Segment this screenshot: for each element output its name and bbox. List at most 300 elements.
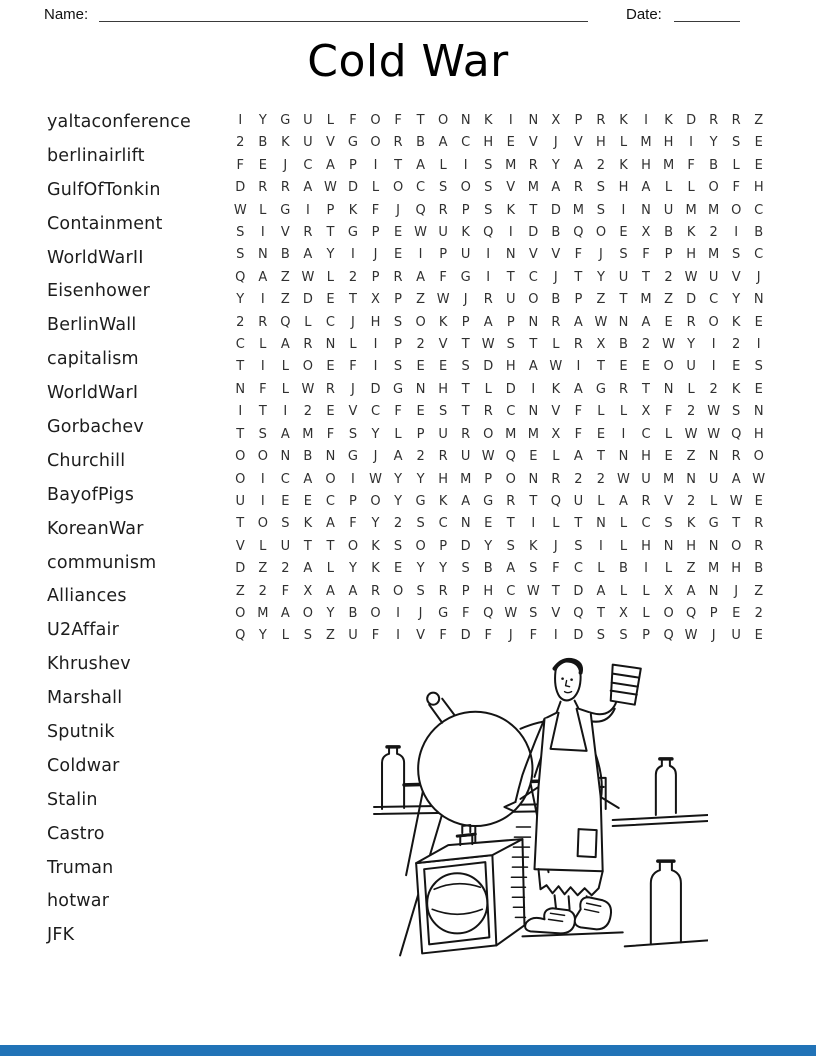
grid-cell[interactable]: D: [528, 225, 539, 241]
grid-cell[interactable]: Y: [687, 337, 696, 353]
grid-cell[interactable]: U: [303, 113, 313, 128]
grid-cell[interactable]: P: [394, 337, 402, 353]
grid-cell[interactable]: D: [460, 628, 471, 644]
grid-cell[interactable]: J: [553, 135, 558, 151]
grid-cell[interactable]: W: [481, 337, 495, 353]
grid-cell[interactable]: A: [641, 314, 651, 330]
grid-cell[interactable]: O: [483, 426, 494, 442]
grid-cell[interactable]: N: [235, 381, 246, 397]
grid-cell[interactable]: L: [439, 157, 447, 173]
grid-cell[interactable]: A: [573, 381, 583, 397]
grid-cell[interactable]: E: [754, 628, 763, 644]
grid-cell[interactable]: D: [505, 381, 516, 397]
grid-cell[interactable]: 2: [686, 493, 696, 509]
grid-cell[interactable]: O: [708, 314, 719, 330]
grid-cell[interactable]: Y: [326, 605, 335, 621]
grid-cell[interactable]: L: [552, 337, 560, 353]
grid-cell[interactable]: H: [370, 314, 381, 330]
grid-cell[interactable]: T: [574, 516, 583, 532]
grid-cell[interactable]: 2: [281, 561, 290, 577]
grid-cell[interactable]: A: [280, 605, 290, 621]
grid-cell[interactable]: L: [304, 314, 312, 330]
grid-cell[interactable]: K: [438, 314, 448, 330]
grid-cell[interactable]: A: [573, 449, 583, 465]
grid-cell[interactable]: D: [460, 538, 471, 554]
grid-cell[interactable]: I: [373, 359, 378, 375]
grid-cell[interactable]: I: [621, 426, 626, 442]
grid-cell[interactable]: F: [687, 157, 695, 173]
grid-cell[interactable]: S: [484, 202, 493, 218]
grid-cell[interactable]: B: [664, 225, 674, 241]
grid-cell[interactable]: W: [684, 628, 698, 644]
grid-cell[interactable]: X: [303, 583, 313, 599]
grid-cell[interactable]: M: [527, 180, 539, 196]
grid-cell[interactable]: S: [393, 538, 403, 554]
grid-cell[interactable]: B: [619, 337, 628, 353]
grid-cell[interactable]: R: [438, 449, 448, 465]
grid-cell[interactable]: R: [438, 202, 448, 218]
grid-cell[interactable]: L: [664, 561, 673, 577]
grid-cell[interactable]: E: [664, 314, 673, 330]
grid-cell[interactable]: Z: [325, 628, 335, 644]
grid-cell[interactable]: E: [664, 449, 673, 465]
grid-cell[interactable]: H: [438, 381, 449, 397]
grid-cell[interactable]: C: [280, 471, 290, 487]
grid-cell[interactable]: 2: [709, 225, 718, 241]
grid-cell[interactable]: E: [641, 359, 651, 375]
grid-cell[interactable]: I: [486, 269, 491, 285]
grid-cell[interactable]: R: [303, 225, 313, 241]
grid-cell[interactable]: W: [707, 426, 721, 442]
grid-cell[interactable]: F: [664, 404, 673, 420]
grid-cell[interactable]: C: [325, 493, 335, 509]
grid-cell[interactable]: W: [752, 471, 766, 487]
grid-cell[interactable]: 2: [754, 605, 763, 621]
grid-cell[interactable]: P: [461, 583, 470, 599]
grid-cell[interactable]: I: [238, 404, 243, 420]
grid-cell[interactable]: R: [731, 449, 741, 465]
grid-cell[interactable]: T: [394, 157, 403, 173]
grid-cell[interactable]: N: [753, 292, 764, 308]
grid-cell[interactable]: F: [642, 247, 650, 263]
grid-cell[interactable]: A: [303, 471, 313, 487]
grid-cell[interactable]: G: [280, 113, 291, 128]
grid-cell[interactable]: Y: [394, 493, 403, 509]
grid-cell[interactable]: P: [394, 292, 402, 308]
grid-cell[interactable]: W: [617, 471, 630, 487]
grid-cell[interactable]: N: [460, 516, 471, 532]
grid-cell[interactable]: L: [326, 113, 335, 128]
grid-cell[interactable]: J: [508, 628, 513, 644]
grid-cell[interactable]: U: [506, 292, 516, 308]
grid-cell[interactable]: Y: [416, 471, 425, 487]
grid-cell[interactable]: E: [393, 247, 403, 263]
grid-cell[interactable]: K: [303, 516, 313, 532]
grid-cell[interactable]: Q: [731, 426, 742, 442]
grid-cell[interactable]: L: [687, 381, 695, 397]
grid-cell[interactable]: D: [573, 583, 584, 599]
grid-cell[interactable]: I: [373, 157, 378, 173]
grid-cell[interactable]: K: [506, 202, 516, 218]
grid-cell[interactable]: L: [349, 337, 357, 353]
grid-cell[interactable]: Q: [235, 269, 246, 285]
grid-cell[interactable]: M: [460, 471, 472, 487]
grid-cell[interactable]: A: [573, 314, 583, 330]
grid-cell[interactable]: E: [619, 225, 628, 241]
grid-cell[interactable]: R: [258, 180, 268, 196]
grid-cell[interactable]: N: [528, 404, 539, 420]
grid-cell[interactable]: T: [596, 359, 605, 375]
grid-cell[interactable]: S: [439, 180, 448, 196]
grid-cell[interactable]: F: [574, 426, 583, 442]
grid-cell[interactable]: Z: [686, 561, 696, 577]
grid-cell[interactable]: T: [506, 269, 515, 285]
grid-cell[interactable]: M: [640, 292, 652, 308]
grid-cell[interactable]: U: [618, 269, 629, 285]
grid-cell[interactable]: O: [392, 583, 404, 599]
grid-cell[interactable]: R: [573, 337, 583, 353]
grid-cell[interactable]: N: [257, 247, 268, 263]
grid-cell[interactable]: K: [371, 538, 380, 554]
grid-cell[interactable]: T: [461, 381, 470, 397]
grid-cell[interactable]: W: [662, 337, 675, 353]
grid-cell[interactable]: I: [486, 247, 491, 263]
grid-cell[interactable]: N: [708, 583, 719, 599]
grid-cell[interactable]: R: [325, 381, 335, 397]
grid-cell[interactable]: S: [596, 180, 606, 196]
grid-cell[interactable]: S: [574, 538, 583, 554]
grid-cell[interactable]: U: [280, 538, 291, 554]
grid-cell[interactable]: R: [461, 426, 471, 442]
grid-cell[interactable]: A: [416, 269, 426, 285]
grid-cell[interactable]: F: [236, 157, 244, 173]
grid-cell[interactable]: L: [552, 449, 560, 465]
grid-cell[interactable]: D: [235, 561, 246, 577]
grid-cell[interactable]: I: [260, 493, 265, 509]
grid-cell[interactable]: V: [528, 247, 538, 263]
grid-cell[interactable]: Y: [371, 516, 380, 532]
grid-cell[interactable]: W: [526, 583, 540, 599]
grid-cell[interactable]: L: [619, 404, 628, 420]
grid-cell[interactable]: T: [258, 404, 267, 420]
grid-cell[interactable]: T: [551, 583, 560, 599]
grid-cell[interactable]: V: [506, 180, 516, 196]
grid-cell[interactable]: A: [461, 493, 471, 509]
grid-cell[interactable]: N: [596, 516, 606, 532]
grid-cell[interactable]: R: [280, 180, 290, 196]
grid-cell[interactable]: V: [573, 135, 583, 151]
grid-cell[interactable]: O: [257, 449, 268, 465]
grid-cell[interactable]: K: [483, 113, 493, 128]
grid-cell[interactable]: I: [576, 359, 581, 375]
grid-cell[interactable]: W: [301, 269, 315, 285]
grid-cell[interactable]: E: [754, 493, 763, 509]
grid-cell[interactable]: T: [529, 337, 538, 353]
grid-cell[interactable]: S: [236, 225, 245, 241]
grid-cell[interactable]: J: [373, 247, 378, 263]
grid-cell[interactable]: J: [418, 605, 423, 621]
grid-cell[interactable]: H: [686, 247, 696, 263]
grid-cell[interactable]: P: [461, 202, 470, 218]
grid-cell[interactable]: T: [236, 359, 245, 375]
grid-cell[interactable]: R: [393, 135, 403, 151]
grid-cell[interactable]: I: [531, 516, 536, 532]
grid-cell[interactable]: Z: [258, 561, 268, 577]
grid-cell[interactable]: U: [460, 247, 471, 263]
grid-cell[interactable]: M: [505, 426, 517, 442]
grid-cell[interactable]: Q: [483, 605, 494, 621]
grid-cell[interactable]: J: [734, 583, 739, 599]
grid-cell[interactable]: S: [281, 516, 290, 532]
grid-cell[interactable]: L: [281, 381, 289, 397]
grid-cell[interactable]: Y: [258, 628, 267, 644]
grid-cell[interactable]: H: [731, 561, 742, 577]
grid-cell[interactable]: T: [596, 449, 605, 465]
grid-cell[interactable]: A: [731, 471, 741, 487]
grid-cell[interactable]: C: [416, 180, 426, 196]
grid-cell[interactable]: L: [281, 628, 289, 644]
grid-cell[interactable]: B: [280, 247, 290, 263]
grid-cell[interactable]: Y: [258, 113, 267, 128]
grid-cell[interactable]: A: [325, 583, 335, 599]
grid-cell[interactable]: D: [235, 180, 246, 196]
grid-cell[interactable]: K: [619, 157, 628, 173]
grid-cell[interactable]: S: [258, 426, 267, 442]
grid-cell[interactable]: T: [236, 516, 245, 532]
grid-cell[interactable]: I: [396, 605, 400, 621]
grid-cell[interactable]: P: [349, 493, 357, 509]
grid-cell[interactable]: S: [393, 314, 403, 330]
grid-cell[interactable]: Q: [550, 493, 561, 509]
grid-cell[interactable]: T: [619, 292, 628, 308]
grid-cell[interactable]: W: [233, 202, 247, 218]
grid-cell[interactable]: K: [619, 113, 628, 128]
grid-cell[interactable]: I: [689, 135, 694, 151]
grid-cell[interactable]: P: [439, 538, 448, 554]
grid-cell[interactable]: G: [393, 381, 404, 397]
grid-cell[interactable]: 2: [596, 471, 606, 487]
grid-cell[interactable]: N: [641, 202, 651, 218]
grid-cell[interactable]: U: [708, 269, 719, 285]
grid-cell[interactable]: I: [351, 247, 355, 263]
grid-cell[interactable]: M: [708, 561, 720, 577]
grid-cell[interactable]: S: [439, 404, 448, 420]
grid-cell[interactable]: N: [708, 449, 719, 465]
grid-cell[interactable]: Q: [685, 605, 697, 621]
grid-cell[interactable]: E: [754, 135, 763, 151]
grid-cell[interactable]: N: [686, 471, 696, 487]
grid-cell[interactable]: C: [573, 561, 583, 577]
grid-cell[interactable]: S: [484, 157, 493, 173]
grid-cell[interactable]: E: [303, 493, 312, 509]
grid-cell[interactable]: I: [396, 628, 400, 644]
grid-cell[interactable]: L: [552, 516, 560, 532]
grid-cell[interactable]: V: [325, 135, 335, 151]
grid-cell[interactable]: U: [708, 471, 719, 487]
grid-cell[interactable]: Y: [732, 292, 741, 308]
grid-cell[interactable]: 2: [574, 471, 583, 487]
grid-cell[interactable]: E: [416, 404, 425, 420]
grid-cell[interactable]: Q: [505, 449, 516, 465]
grid-cell[interactable]: A: [416, 157, 426, 173]
grid-cell[interactable]: G: [347, 449, 358, 465]
grid-cell[interactable]: D: [686, 292, 697, 308]
grid-cell[interactable]: T: [348, 292, 357, 308]
grid-cell[interactable]: W: [301, 381, 315, 397]
grid-cell[interactable]: L: [642, 583, 650, 599]
grid-cell[interactable]: R: [709, 113, 719, 128]
grid-cell[interactable]: E: [596, 426, 606, 442]
grid-cell[interactable]: O: [257, 516, 268, 532]
grid-cell[interactable]: C: [754, 247, 764, 263]
grid-cell[interactable]: D: [302, 292, 313, 308]
grid-cell[interactable]: K: [371, 561, 380, 577]
grid-cell[interactable]: G: [483, 493, 494, 509]
grid-cell[interactable]: Q: [573, 225, 584, 241]
grid-cell[interactable]: X: [619, 605, 628, 621]
grid-cell[interactable]: B: [303, 449, 313, 465]
grid-cell[interactable]: N: [505, 247, 516, 263]
grid-cell[interactable]: P: [642, 628, 650, 644]
grid-cell[interactable]: M: [662, 157, 675, 173]
grid-cell[interactable]: B: [754, 225, 764, 241]
grid-cell[interactable]: T: [461, 404, 470, 420]
grid-cell[interactable]: L: [371, 180, 380, 196]
grid-cell[interactable]: O: [347, 538, 359, 554]
grid-cell[interactable]: J: [283, 157, 288, 173]
grid-cell[interactable]: F: [349, 516, 357, 532]
grid-cell[interactable]: X: [664, 583, 673, 599]
grid-cell[interactable]: G: [438, 605, 449, 621]
grid-cell[interactable]: H: [618, 180, 629, 196]
grid-cell[interactable]: H: [483, 135, 494, 151]
grid-cell[interactable]: H: [438, 471, 449, 487]
grid-cell[interactable]: C: [506, 404, 516, 420]
grid-cell[interactable]: R: [754, 538, 764, 554]
grid-cell[interactable]: M: [685, 202, 697, 218]
grid-cell[interactable]: S: [596, 202, 606, 218]
grid-cell[interactable]: K: [731, 381, 741, 397]
grid-cell[interactable]: F: [461, 605, 470, 621]
grid-cell[interactable]: E: [484, 516, 493, 532]
grid-cell[interactable]: Y: [709, 135, 718, 151]
grid-cell[interactable]: R: [303, 337, 313, 353]
grid-cell[interactable]: I: [463, 157, 468, 173]
grid-cell[interactable]: U: [438, 426, 448, 442]
grid-cell[interactable]: 2: [303, 404, 313, 420]
grid-cell[interactable]: C: [528, 269, 538, 285]
grid-cell[interactable]: A: [258, 269, 268, 285]
grid-cell[interactable]: P: [349, 157, 357, 173]
grid-cell[interactable]: O: [370, 113, 381, 128]
grid-cell[interactable]: F: [439, 269, 447, 285]
grid-cell[interactable]: L: [597, 493, 605, 509]
grid-cell[interactable]: H: [641, 449, 651, 465]
grid-cell[interactable]: P: [371, 269, 380, 285]
grid-cell[interactable]: S: [506, 337, 515, 353]
grid-cell[interactable]: B: [754, 561, 764, 577]
grid-cell[interactable]: J: [553, 538, 558, 554]
grid-cell[interactable]: T: [574, 269, 583, 285]
grid-cell[interactable]: O: [438, 113, 449, 128]
grid-cell[interactable]: G: [708, 516, 719, 532]
grid-cell[interactable]: I: [711, 337, 716, 353]
grid-cell[interactable]: F: [552, 561, 560, 577]
grid-cell[interactable]: I: [351, 471, 355, 487]
grid-cell[interactable]: B: [619, 561, 628, 577]
grid-cell[interactable]: Z: [754, 583, 764, 599]
grid-cell[interactable]: L: [732, 157, 740, 173]
grid-cell[interactable]: A: [641, 180, 651, 196]
grid-cell[interactable]: G: [280, 202, 291, 218]
grid-cell[interactable]: D: [483, 359, 494, 375]
grid-cell[interactable]: O: [370, 605, 381, 621]
grid-cell[interactable]: E: [416, 359, 425, 375]
grid-cell[interactable]: A: [393, 449, 403, 465]
grid-cell[interactable]: S: [619, 628, 628, 644]
grid-cell[interactable]: D: [347, 180, 358, 196]
grid-cell[interactable]: T: [506, 516, 515, 532]
grid-cell[interactable]: 2: [236, 135, 245, 151]
grid-cell[interactable]: W: [481, 449, 495, 465]
grid-cell[interactable]: Z: [280, 292, 290, 308]
grid-cell[interactable]: M: [662, 471, 675, 487]
grid-cell[interactable]: K: [664, 113, 673, 128]
grid-cell[interactable]: W: [594, 314, 608, 330]
grid-cell[interactable]: C: [506, 583, 516, 599]
grid-cell[interactable]: M: [708, 247, 720, 263]
grid-cell[interactable]: I: [734, 225, 739, 241]
grid-cell[interactable]: O: [528, 292, 539, 308]
grid-cell[interactable]: R: [370, 583, 381, 599]
grid-cell[interactable]: L: [664, 180, 673, 196]
grid-cell[interactable]: F: [574, 404, 583, 420]
grid-cell[interactable]: X: [371, 292, 380, 308]
grid-cell[interactable]: N: [618, 314, 629, 330]
grid-cell[interactable]: A: [348, 583, 358, 599]
grid-cell[interactable]: F: [439, 628, 447, 644]
grid-cell[interactable]: E: [258, 157, 267, 173]
grid-cell[interactable]: 2: [348, 269, 358, 285]
grid-cell[interactable]: H: [753, 180, 764, 196]
grid-cell[interactable]: O: [415, 314, 426, 330]
grid-cell[interactable]: K: [686, 516, 696, 532]
grid-cell[interactable]: E: [732, 605, 741, 621]
grid-cell[interactable]: N: [325, 337, 336, 353]
grid-cell[interactable]: J: [351, 314, 355, 330]
grid-cell[interactable]: K: [281, 135, 290, 151]
grid-cell[interactable]: L: [597, 561, 605, 577]
grid-cell[interactable]: 2: [258, 583, 267, 599]
grid-cell[interactable]: G: [347, 135, 358, 151]
grid-cell[interactable]: I: [260, 225, 265, 241]
grid-cell[interactable]: L: [394, 426, 402, 442]
grid-cell[interactable]: N: [753, 404, 764, 420]
grid-cell[interactable]: E: [326, 359, 335, 375]
grid-cell[interactable]: N: [460, 113, 471, 128]
grid-cell[interactable]: I: [553, 628, 558, 644]
grid-cell[interactable]: L: [484, 381, 492, 397]
grid-cell[interactable]: T: [642, 381, 650, 397]
grid-cell[interactable]: A: [303, 247, 313, 263]
grid-cell[interactable]: D: [550, 202, 561, 218]
grid-cell[interactable]: S: [619, 247, 628, 263]
grid-cell[interactable]: W: [324, 180, 337, 196]
grid-cell[interactable]: O: [415, 538, 426, 554]
grid-cell[interactable]: S: [732, 247, 741, 263]
grid-cell[interactable]: W: [436, 292, 450, 308]
grid-cell[interactable]: E: [529, 449, 538, 465]
